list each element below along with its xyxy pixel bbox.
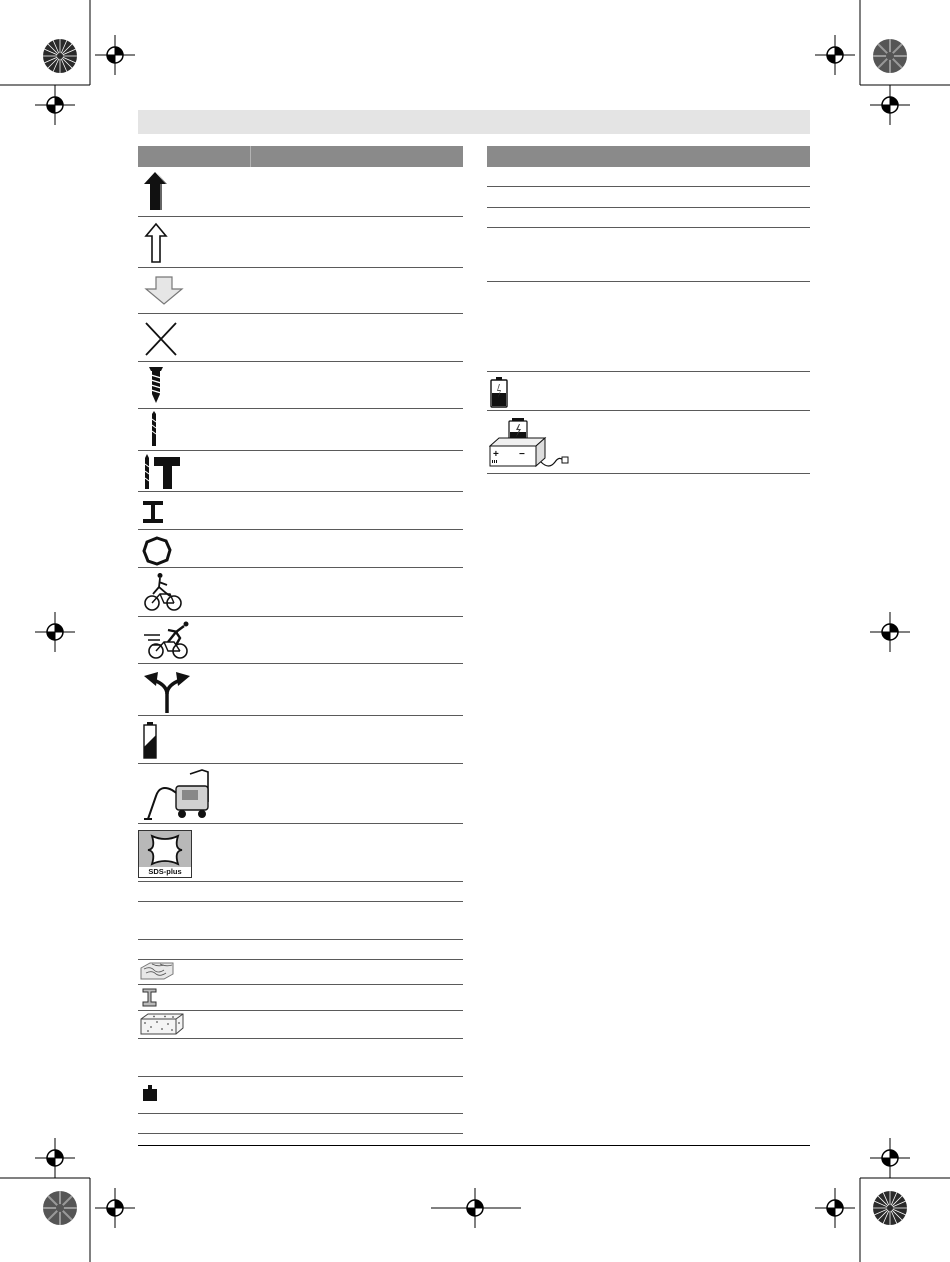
left-symbol-table bbox=[138, 146, 463, 1136]
weight-icon bbox=[142, 1084, 158, 1102]
footer-rule bbox=[138, 1145, 810, 1146]
right-table-header bbox=[487, 146, 810, 167]
row-divider bbox=[138, 491, 463, 492]
cross-icon bbox=[144, 321, 178, 357]
chisel-icon bbox=[142, 500, 164, 524]
fork-arrows-icon bbox=[142, 670, 192, 714]
color-target-icon bbox=[870, 1188, 910, 1228]
row-divider bbox=[138, 1076, 463, 1077]
row-divider bbox=[138, 529, 463, 530]
row-divider bbox=[138, 959, 463, 960]
crosshair-mark bbox=[431, 1188, 521, 1228]
row-divider bbox=[487, 227, 810, 228]
row-divider bbox=[138, 313, 463, 314]
fast-cyclist-icon bbox=[142, 620, 194, 660]
crosshair-mark bbox=[35, 85, 75, 125]
nut-icon bbox=[142, 536, 172, 566]
charger-minus-label: − bbox=[519, 449, 525, 460]
slow-cyclist-icon bbox=[142, 572, 184, 612]
screw-icon bbox=[148, 366, 164, 404]
crosshair-mark bbox=[870, 1138, 910, 1178]
row-divider bbox=[138, 361, 463, 362]
steel-beam-icon bbox=[142, 988, 158, 1007]
battery-icon bbox=[490, 376, 508, 408]
right-symbol-table bbox=[487, 146, 810, 476]
row-divider bbox=[138, 1038, 463, 1039]
row-divider bbox=[138, 663, 463, 664]
row-divider bbox=[487, 371, 810, 372]
page-header-band bbox=[138, 110, 810, 134]
vacuum-cleaner-icon bbox=[142, 766, 214, 822]
header-divider bbox=[250, 146, 251, 167]
drill-hammer-icon bbox=[142, 454, 182, 490]
row-divider bbox=[487, 186, 810, 187]
color-target-icon bbox=[40, 36, 80, 76]
color-target-icon bbox=[40, 1188, 80, 1228]
battery-level-icon bbox=[143, 721, 157, 759]
charger-plus-label: + bbox=[493, 449, 499, 460]
left-table-header bbox=[138, 146, 463, 167]
row-divider bbox=[138, 763, 463, 764]
row-divider bbox=[487, 473, 810, 474]
concrete-block-icon bbox=[140, 1013, 184, 1035]
row-divider bbox=[138, 939, 463, 940]
row-divider bbox=[138, 1010, 463, 1011]
row-divider bbox=[138, 216, 463, 217]
row-divider bbox=[138, 450, 463, 451]
row-divider bbox=[138, 567, 463, 568]
wood-icon bbox=[140, 962, 174, 980]
row-divider bbox=[138, 1133, 463, 1134]
crosshair-mark bbox=[95, 35, 135, 75]
row-divider bbox=[138, 1113, 463, 1114]
down-arrow-icon bbox=[144, 275, 184, 305]
row-divider bbox=[138, 715, 463, 716]
row-divider bbox=[487, 207, 810, 208]
row-divider bbox=[138, 984, 463, 985]
sds-plus-label: SDS-plus bbox=[148, 867, 182, 876]
crosshair-mark bbox=[815, 35, 855, 75]
charger-icon bbox=[489, 416, 569, 472]
drill-bit-icon bbox=[149, 411, 159, 447]
solid-up-arrow-icon bbox=[142, 170, 168, 212]
crosshair-mark bbox=[815, 1188, 855, 1228]
row-divider bbox=[487, 281, 810, 282]
row-divider bbox=[138, 823, 463, 824]
crosshair-mark bbox=[35, 1138, 75, 1178]
crosshair-mark bbox=[35, 612, 75, 652]
row-divider bbox=[138, 408, 463, 409]
crosshair-mark bbox=[870, 612, 910, 652]
row-divider bbox=[487, 410, 810, 411]
row-divider bbox=[138, 881, 463, 882]
row-divider bbox=[138, 616, 463, 617]
row-divider bbox=[138, 901, 463, 902]
crosshair-mark bbox=[95, 1188, 135, 1228]
crosshair-mark bbox=[870, 85, 910, 125]
row-divider bbox=[138, 267, 463, 268]
color-target-icon bbox=[870, 36, 910, 76]
outline-up-arrow-icon bbox=[144, 222, 168, 264]
